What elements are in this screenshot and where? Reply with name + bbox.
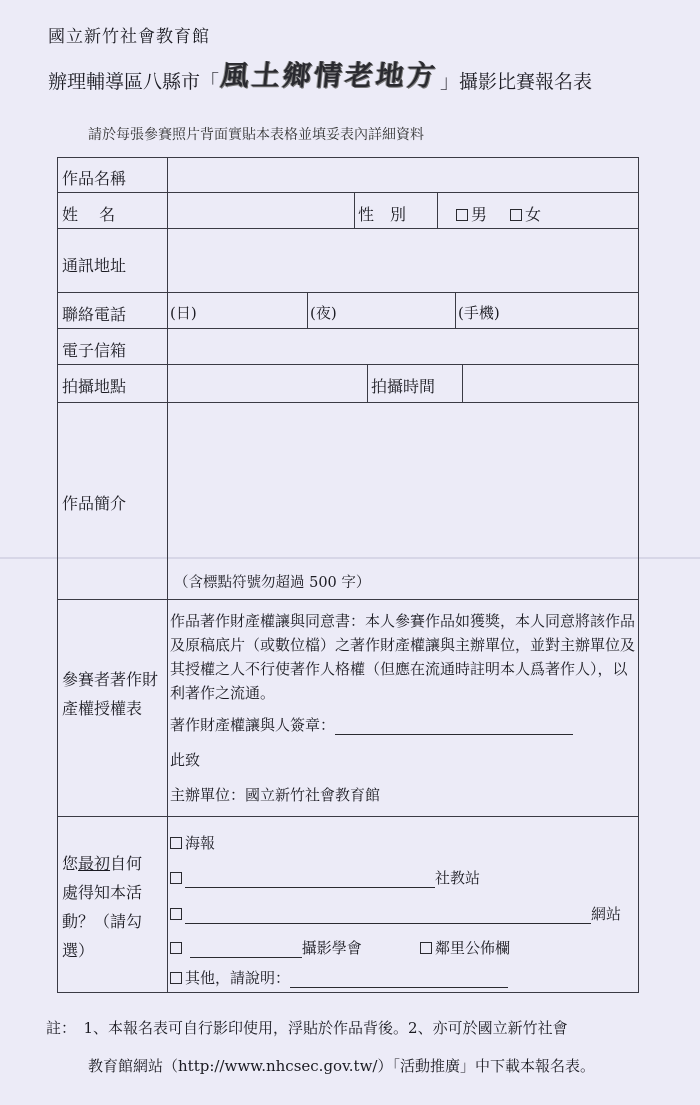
email-field[interactable] — [169, 330, 636, 363]
station-checkbox[interactable] — [170, 872, 182, 884]
name-label: 姓 名 — [62, 205, 116, 224]
source-label: 您最初自何處得知本活動？（請勾選） — [62, 854, 143, 960]
photo-society-field[interactable] — [190, 943, 302, 958]
phone-night-field[interactable]: (夜) — [310, 304, 337, 322]
work-name-label: 作品名稱 — [62, 169, 127, 188]
organizer-text: 主辦單位：國立新竹社會教育館 — [170, 786, 381, 804]
work-name-field[interactable] — [169, 159, 636, 191]
poster-checkbox[interactable] — [170, 837, 182, 849]
title-prefix: 辦理輔導區八縣市「 — [48, 70, 220, 93]
source-bulletin-option[interactable]: 鄰里公佈欄 — [420, 937, 510, 958]
phone-label: 聯絡電話 — [62, 305, 127, 324]
source-photo-society-option[interactable]: 攝影學會 — [170, 937, 362, 958]
photo-time-field[interactable] — [464, 366, 636, 401]
other-field[interactable] — [290, 973, 508, 988]
signature-field[interactable] — [335, 720, 573, 735]
photo-place-field[interactable] — [169, 366, 365, 401]
intro-field[interactable] — [169, 404, 636, 564]
male-checkbox[interactable] — [456, 209, 468, 221]
photo-time-label: 拍攝時間 — [371, 377, 436, 396]
title-stylized-logo: 風土鄉情老地方 — [219, 59, 440, 92]
copyright-text: 作品著作財產權讓與同意書：本人參賽作品如獲獎，本人同意將該作品及原稿底片（或數位檔）之著作財產權讓與主辦單位，並對主辦單位及其授權之人不行使著作人格權（但應在流通時註明本人爲著作人），以利著作之流通。 — [170, 612, 636, 702]
title-suffix: 」攝影比賽報名表 — [440, 70, 593, 93]
intro-note: （含標點符號勿超過 500 字） — [174, 575, 371, 591]
signature-line[interactable]: 著作財產權讓與人簽章： — [170, 714, 573, 735]
address-label: 通訊地址 — [62, 256, 127, 275]
instruction: 請於每張參賽照片背面實貼本表格並填妥表內詳細資料 — [88, 127, 424, 143]
cizhi-text: 此致 — [170, 751, 201, 769]
organization-name: 國立新竹社會教育館 — [48, 27, 210, 47]
copyright-label: 參賽者著作財產權授權表 — [62, 670, 159, 718]
registration-form — [57, 157, 639, 993]
gender-female-option[interactable]: 女 — [510, 202, 541, 225]
photo-place-label: 拍攝地點 — [62, 377, 127, 396]
female-checkbox[interactable] — [510, 209, 522, 221]
website-checkbox[interactable] — [170, 908, 182, 920]
gender-label: 性 別 — [358, 205, 407, 224]
source-station-option[interactable]: 社教站 — [170, 867, 480, 888]
footer-note-1: 註： 1、本報名表可自行影印使用，浮貼於作品背後。2、亦可於國立新竹社會 — [46, 1019, 568, 1037]
station-field[interactable] — [185, 873, 435, 888]
intro-label: 作品簡介 — [62, 494, 127, 513]
gender-male-option[interactable]: 男 — [456, 202, 487, 225]
source-other-option[interactable]: 其他，請說明： — [170, 967, 508, 988]
other-checkbox[interactable] — [170, 972, 182, 984]
source-poster-option[interactable]: 海報 — [170, 832, 215, 853]
source-website-option[interactable]: 網站 — [170, 903, 621, 924]
website-field[interactable] — [185, 909, 591, 924]
email-label: 電子信箱 — [62, 341, 127, 360]
photo-society-checkbox[interactable] — [170, 942, 182, 954]
bulletin-checkbox[interactable] — [420, 942, 432, 954]
phone-day-field[interactable]: (日) — [170, 304, 197, 322]
footer-note-2: 教育館網站（http://www.nhcsec.gov.tw/）「活動推廣」中下載本報名表。 — [88, 1057, 595, 1075]
form-title — [48, 60, 592, 100]
address-field[interactable] — [169, 230, 636, 291]
name-field[interactable] — [169, 194, 353, 227]
phone-mobile-field[interactable]: (手機) — [458, 304, 500, 322]
